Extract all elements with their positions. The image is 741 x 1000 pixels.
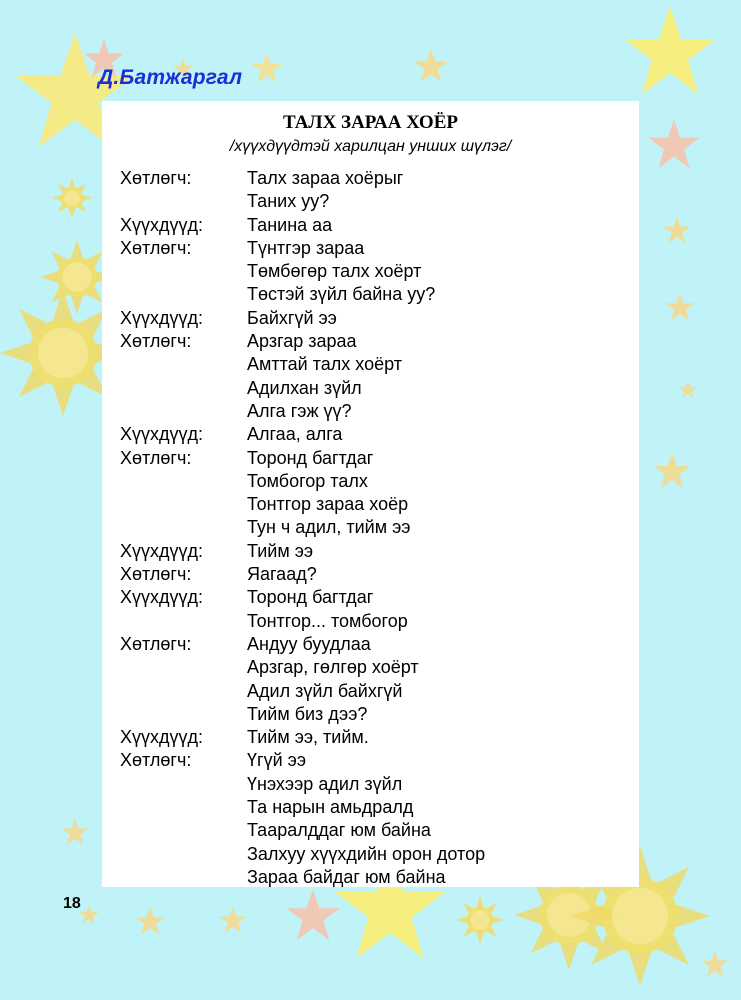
line-text: Тийм биз дээ? <box>247 703 368 724</box>
speaker-label: Хөтлөгч: <box>120 564 192 585</box>
star-icon <box>624 6 716 94</box>
line-text: Байхгүй ээ <box>247 307 337 328</box>
poem-line <box>120 516 620 539</box>
poem-line <box>120 400 620 423</box>
star-icon <box>665 293 694 321</box>
moon-icon <box>659 687 688 745</box>
poem-line <box>120 563 620 586</box>
line-text: Төмбөгөр талх хоёрт <box>247 261 422 282</box>
line-text: Талх зараа хоёрыг <box>247 168 404 188</box>
line-text: Арзгар, гөлгөр хоёрт <box>247 657 419 678</box>
line-text: Томбогор талх <box>247 470 368 491</box>
line-text: Төстэй зүйл байна уу? <box>247 284 436 305</box>
line-text: Яагаад? <box>247 564 317 585</box>
line-text: Үнэхээр адил зүйл <box>247 773 403 794</box>
moon-icon <box>21 445 81 564</box>
poem-line <box>120 260 620 283</box>
speaker-label: Хүүхдүүд: <box>120 424 204 445</box>
line-text: Андуу буудлаа <box>247 633 371 654</box>
line-text: Алгаа, алга <box>247 424 343 445</box>
star-icon <box>135 907 164 935</box>
poem-line <box>120 330 620 353</box>
moon-icon <box>570 30 608 107</box>
speaker-label: Хөтлөгч: <box>120 447 192 468</box>
poem-line <box>120 773 620 796</box>
speaker-label: Хөтлөгч: <box>120 168 192 188</box>
sun-icon <box>52 178 92 218</box>
poem-line <box>120 656 620 679</box>
poem-line <box>120 493 620 516</box>
speaker-label: Хөтлөгч: <box>120 237 192 258</box>
poem-line <box>120 796 620 819</box>
star-icon <box>219 907 247 933</box>
speaker-label: Хүүхдүүд: <box>120 540 204 561</box>
star-icon <box>61 819 89 845</box>
poem-line <box>120 586 620 609</box>
poem-line <box>120 377 620 400</box>
poem-line <box>120 866 620 889</box>
poem-line <box>120 703 620 726</box>
speaker-label: Хүүхдүүд: <box>120 727 204 748</box>
poem-line <box>120 190 620 213</box>
speaker-label: Хүүхдүүд: <box>120 307 204 328</box>
line-text: Тийм ээ <box>247 540 314 561</box>
line-text: Арзгар зараа <box>247 331 357 352</box>
line-text: Үгүй ээ <box>247 750 307 771</box>
author-name: Д.Батжаргал <box>98 66 243 89</box>
star-icon <box>663 217 691 243</box>
line-text: Торонд багтдаг <box>247 587 374 608</box>
line-text: Тааралддаг юм байна <box>247 820 431 841</box>
poem-subtitle: /хүүхдүүдтэй харилцан унших шүлэг/ <box>229 138 512 155</box>
poem-line <box>120 470 620 493</box>
star-icon <box>654 453 691 488</box>
line-text: Адилхан зүйл <box>247 377 362 398</box>
speaker-label: Хөтлөгч: <box>120 331 192 352</box>
moon-icon <box>29 693 96 827</box>
star-icon <box>701 951 729 977</box>
star-icon <box>286 889 339 940</box>
speaker-label: Хүүхдүүд: <box>120 587 204 608</box>
line-text: Тийм ээ, тийм. <box>247 727 369 748</box>
poem-line <box>120 819 620 842</box>
speaker-label: Хөтлөгч: <box>120 750 192 771</box>
poem-line <box>120 307 620 330</box>
poem-line <box>120 633 620 656</box>
speaker-label: Хөтлөгч: <box>120 633 192 654</box>
line-text: Алга гэж үү? <box>247 400 352 421</box>
line-text: Түнтгэр зараа <box>247 237 365 258</box>
poem-line <box>120 423 620 446</box>
line-text: Адил зүйл байхгүй <box>247 680 403 701</box>
line-text: Тун ч адил, тийм ээ <box>247 517 411 538</box>
line-text: Тонтгор зараа хоёр <box>247 494 409 515</box>
poem-line <box>120 749 620 772</box>
line-text: Торонд багтдаг <box>247 447 374 468</box>
line-text: Таних уу? <box>247 191 330 212</box>
poem-title: ТАЛХ ЗАРАА ХОЁР <box>282 112 458 133</box>
line-text: Та нарын амьдралд <box>247 797 414 818</box>
star-icon <box>79 904 99 923</box>
poem-line <box>120 680 620 703</box>
moon-icon <box>327 43 346 81</box>
poem-line <box>120 726 620 749</box>
poem-line <box>120 843 620 866</box>
sun-icon <box>456 896 504 944</box>
poem-line <box>120 447 620 470</box>
moon-icon <box>58 651 82 699</box>
poem-line <box>120 237 620 260</box>
poem-line <box>120 214 620 237</box>
poem-line <box>120 167 620 190</box>
line-text: Амттай талх хоёрт <box>247 354 402 375</box>
line-text: Танина аа <box>247 214 333 235</box>
line-text: Зараа байдаг юм байна <box>247 866 446 887</box>
star-icon <box>679 380 697 398</box>
moon-icon <box>643 757 696 863</box>
moon-icon <box>61 579 82 621</box>
poem-line <box>120 540 620 563</box>
page-number: 18 <box>63 895 81 912</box>
moon-icon <box>655 617 684 675</box>
poem-line <box>120 610 620 633</box>
speaker-label: Хүүхдүүд: <box>120 214 204 235</box>
poem-lines <box>120 167 620 889</box>
star-icon <box>251 53 282 83</box>
poem-line <box>120 283 620 306</box>
line-text: Залхуу хүүхдийн орон дотор <box>247 843 486 864</box>
moon-icon <box>653 371 672 409</box>
star-icon <box>414 49 449 82</box>
line-text: Тонтгор... томбогор <box>247 610 408 631</box>
poem-line <box>120 353 620 376</box>
